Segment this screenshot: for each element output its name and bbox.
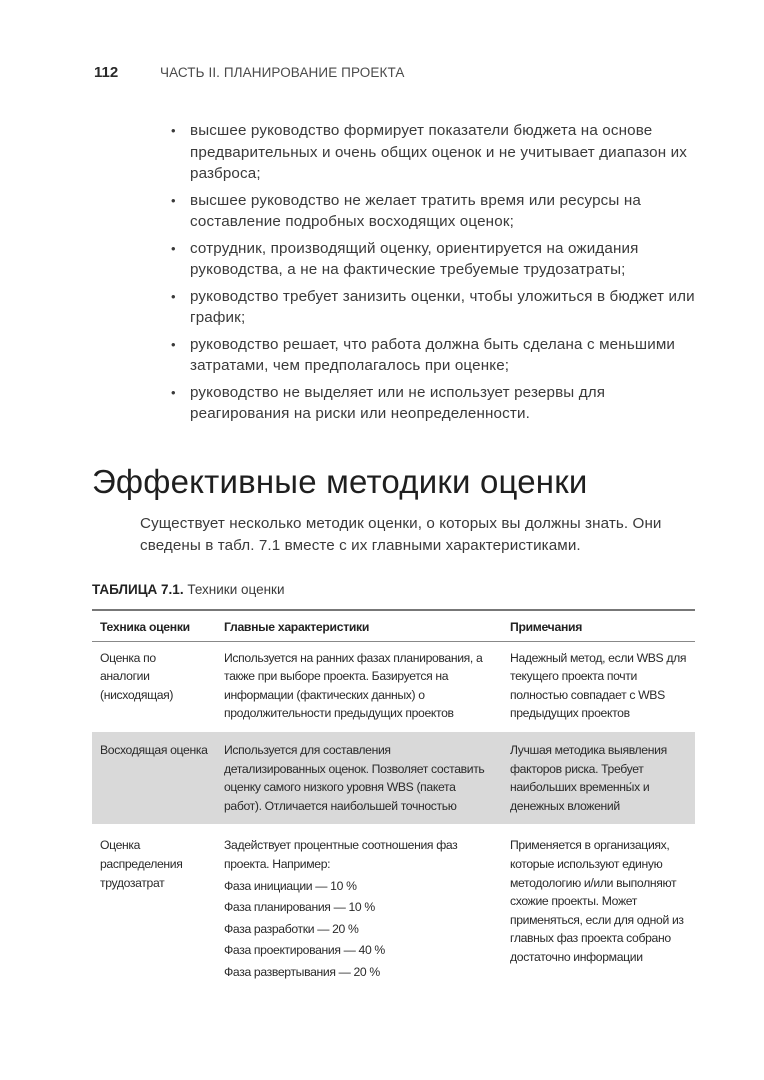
phase-item: Фаза разработки — 20 % (224, 921, 359, 936)
running-head (0, 64, 764, 88)
characteristics-text: Задействует процентные соотношения фаз проекта. Например: (224, 838, 458, 872)
bullet-list (168, 120, 698, 430)
list-item: • сотрудник, производящий оценку, ориентируется на ожидания руководства, а не на фактические требуемые трудозатраты; (171, 239, 639, 278)
list-item: • руководство не выделяет или не использует резервы для реагирования на риски или неопределенности. (171, 383, 606, 422)
bullet-icon: • (171, 384, 176, 400)
cell-technique: Оценка распределения трудозатрат (100, 838, 183, 890)
techniques-table (92, 609, 695, 990)
list-item: • руководство требует занизить оценки, чтобы уложиться в бюджет или график; (171, 287, 695, 326)
table-row (92, 642, 695, 732)
phase-item: Фаза инициации — 10 % (224, 878, 357, 893)
page-number: 112 (94, 64, 119, 81)
bullet-icon: • (171, 240, 176, 256)
list-item: • руководство решает, что работа должна быть сделана с меньшими затратами, чем предполагалось при оценке; (171, 335, 676, 374)
header-characteristics: Главные характеристики (224, 619, 370, 634)
cell-characteristics (216, 824, 502, 989)
phase-item: Фаза развертывания — 20 % (224, 965, 380, 979)
cell-notes: Надежный метод, если WBS для текущего проекта почти полностью совпадает с WBS предыдущих проектов (510, 650, 687, 721)
table-caption-text: Техники оценки (187, 582, 285, 597)
table-caption-label: ТАБЛИЦА 7.1. (92, 582, 184, 597)
list-item: • высшее руководство формирует показатели бюджета на основе предварительных и очень общих оценок и не учитывает диапазон их разброса; (171, 122, 688, 182)
phase-item: Фаза проектирования — 40 % (224, 943, 385, 958)
table-caption (92, 582, 285, 597)
bullet-icon: • (171, 288, 176, 304)
list-item: • высшее руководство не желает тратить время или ресурсы на составление подробных восходящих оценок; (171, 191, 641, 230)
cell-technique: Восходящая оценка (92, 732, 216, 824)
header-notes: Примечания (510, 619, 583, 634)
cell-technique: Оценка по аналогии (нисходящая) (100, 650, 174, 702)
table-row (92, 824, 695, 989)
bullet-icon: • (171, 336, 176, 352)
cell-notes: Применяется в организациях, которые используют единую методологию и/или выполняют схожие проекты. Может применяться, если для одной из главных фаз проекта собрано достаточно информации (510, 838, 684, 964)
cell-characteristics: Используется на ранних фазах планирования, а также при выборе проекта. Базируется на информации (фактических данных) о продолжительности предыдущих проектов (224, 650, 483, 721)
bullet-icon: • (171, 123, 176, 138)
table-row (92, 732, 695, 824)
chapter-title: ЧАСТЬ II. ПЛАНИРОВАНИЕ ПРОЕКТА (160, 65, 405, 80)
phase-item: Фаза планирования — 10 % (224, 900, 375, 915)
cell-characteristics: Используется для составления детализированных оценок. Позволяет составить оценку самого низкого уровня WBS (пакета работ). Отличается наибольшей точностью (216, 732, 502, 824)
intro-paragraph: Существует несколько методик оценки, о которых вы должны знать. Они сведены в табл. 7.1 вместе с их главными характеристиками. (140, 515, 662, 554)
section-heading: Эффективные методики оценки (92, 463, 588, 500)
header-technique: Техника оценки (100, 619, 190, 634)
table-header-row (92, 611, 695, 641)
cell-notes: Лучшая методика выявления факторов риска. Требует наибольших временны́х и денежных вложений (502, 732, 695, 824)
bullet-icon: • (171, 192, 176, 208)
